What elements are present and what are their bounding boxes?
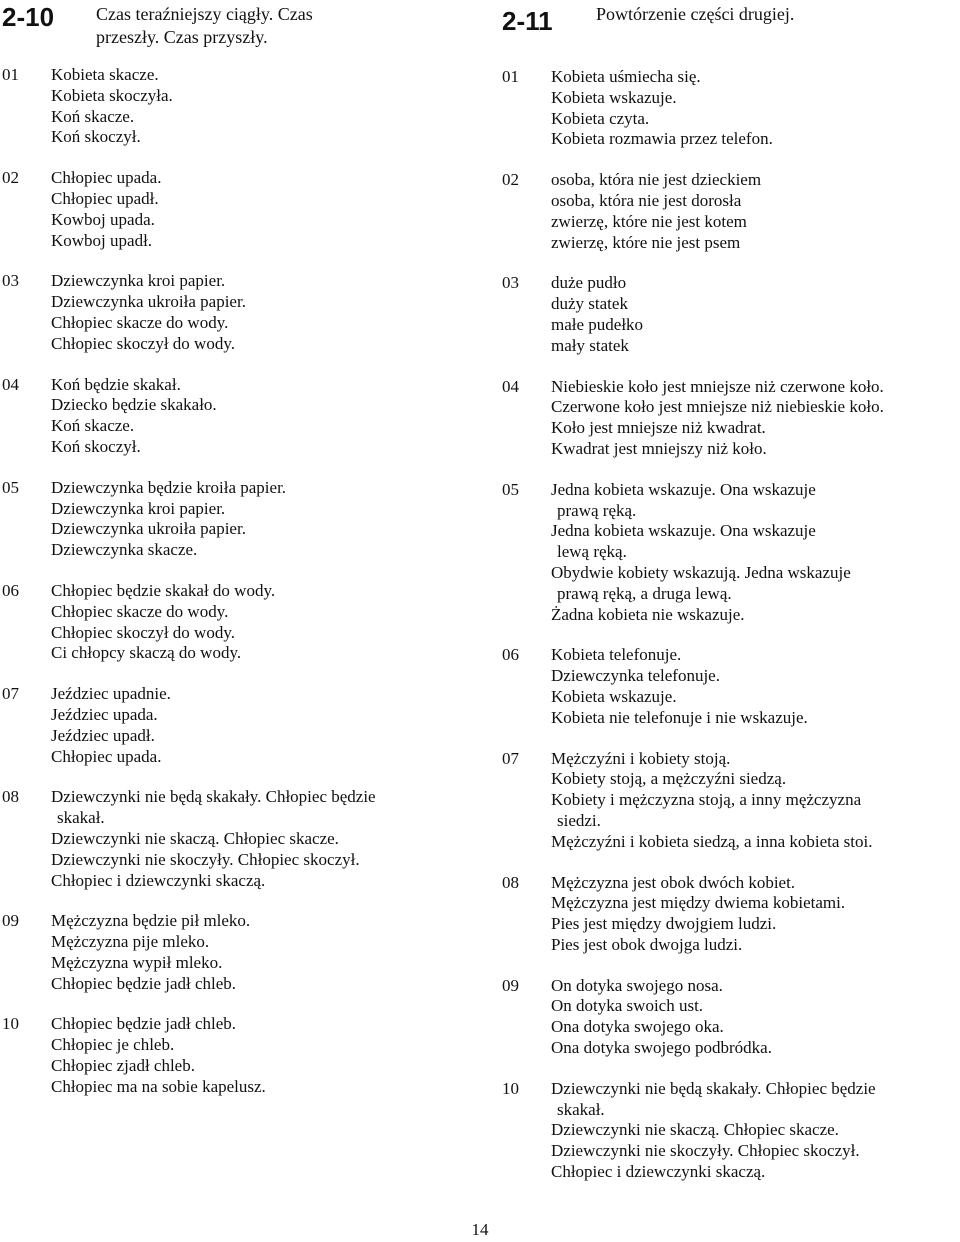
sentence-line: mały statek [551,335,629,355]
exercise-number: 10 [502,1078,519,1098]
sentence-line: Dziewczynki nie skaczą. Chłopiec skacze. [551,1120,839,1140]
exercise-number: 01 [502,67,519,86]
sentence-line: Chłopiec będzie jadł chleb. [51,1014,237,1034]
sentence-line: Jeździec upadnie. [51,684,171,704]
exercise-group [0,168,470,251]
exercise-sentences [51,911,470,994]
exercise-sentences [51,478,470,561]
sentence-line: Chłopiec skoczył do wody. [51,622,235,642]
sentence-line: Niebieskie koło jest mniejsze niż czerwone koło. [551,376,884,396]
sentence-line: Dziewczynki nie będą skakały. Chłopiec będzie [51,787,376,807]
exercise-group [500,273,960,356]
exercise-group [0,911,470,994]
sentence-line: Dziewczynka skacze. [51,540,198,560]
sentence-line: Chłopiec będzie jadł chleb. [51,973,237,993]
sentence-line: Koń skoczył. [51,127,141,147]
sentence-line: Kobieta czyta. [551,108,650,128]
exercise-sentences [551,749,960,853]
exercise-sentences [51,65,470,148]
sentence-line: osoba, która nie jest dzieckiem [551,170,762,190]
exercise-number: 08 [502,872,519,892]
sentence-line: On dotyka swojego nosa. [551,975,723,995]
exercise-number: 06 [2,580,19,600]
sentence-line: duże pudło [551,273,627,293]
lesson-title [596,3,956,26]
sentence-line: Żadna kobieta nie wskazuje. [551,604,745,624]
exercise-sentences [551,645,960,728]
exercise-number: 09 [502,975,519,995]
exercise-number: 01 [2,65,19,84]
exercise-sentences [551,170,960,253]
exercise-group [0,375,470,458]
sentence-line: Dziewczynka będzie kroiła papier. [51,477,287,497]
sentence-line: siedzi. [557,810,601,830]
exercise-number: 06 [502,645,519,665]
sentence-line: Dziewczynka telefonuje. [551,666,720,686]
sentence-line: skakał. [57,808,105,828]
exercise-list [500,67,960,1203]
sentence-line: Koń skoczył. [51,436,141,456]
exercise-sentences [551,873,960,956]
sentence-line: Chłopiec będzie skakał do wody. [51,580,276,600]
exercise-sentences [551,976,960,1059]
exercise-group [500,873,960,956]
exercise-sentences [51,787,470,891]
exercise-number: 02 [502,170,519,190]
exercise-group [500,377,960,460]
sentence-line: Chłopiec skoczył do wody. [51,333,235,353]
lesson-number: 2-11 [502,6,553,36]
sentence-line: Kobiety i mężczyzna stoją, a inny mężczyzna [551,790,862,810]
sentence-line: Chłopiec i dziewczynki skaczą. [551,1162,766,1182]
exercise-group [0,478,470,561]
sentence-line: Mężczyźni i kobiety stoją. [551,748,731,768]
sentence-line: Kowboj upadł. [51,230,153,250]
sentence-line: Chłopiec je chleb. [51,1035,175,1055]
sentence-line: Chłopiec skacze do wody. [51,312,229,332]
exercise-sentences [551,377,960,460]
sentence-line: prawą ręką, a druga lewą. [557,583,732,603]
sentence-line: Kobieta uśmiecha się. [551,67,701,86]
exercise-number: 05 [502,479,519,499]
exercise-sentences [51,168,470,251]
sentence-line: Dziewczynki nie skoczyły. Chłopiec skoczył. [551,1141,860,1161]
exercise-sentences [551,273,960,356]
sentence-line: Koń będzie skakał. [51,374,181,394]
sentence-line: Mężczyzna jest między dwiema kobietami. [551,893,846,913]
exercise-sentences [51,271,470,354]
exercise-number: 09 [2,911,19,931]
exercise-number: 08 [2,787,19,807]
exercise-list [0,65,470,1118]
sentence-line: małe pudełko [551,314,644,334]
lesson-header [0,0,470,60]
sentence-line: Dziewczynki nie skoczyły. Chłopiec skoczył. [51,849,360,869]
sentence-line: Dziewczynka kroi papier. [51,271,226,291]
lesson-2-11-column [500,0,960,1182]
lesson-number: 2-10 [2,2,55,32]
exercise-group [500,67,960,150]
exercise-number: 10 [2,1014,19,1034]
sentence-line: Ci chłopcy skaczą do wody. [51,643,242,663]
sentence-line: Dziewczynka ukroiła papier. [51,519,246,539]
sentence-line: Kobieta skacze. [51,65,159,84]
exercise-sentences [51,581,470,664]
sentence-line: Chłopiec upada. [51,168,162,188]
exercise-number: 07 [502,748,519,768]
sentence-line: Kobieta wskazuje. [551,686,677,706]
sentence-line: Jeździec upada. [51,704,158,724]
sentence-line: osoba, która nie jest dorosła [551,190,742,210]
lesson-title [96,3,456,49]
sentence-line: Kobieta telefonuje. [551,645,682,665]
exercise-group [0,787,470,891]
exercise-sentences [51,375,470,458]
sentence-line: zwierzę, które nie jest kotem [551,211,747,231]
exercise-number: 07 [2,684,19,704]
exercise-number: 04 [502,376,519,396]
sentence-line: lewą ręką. [557,542,627,562]
exercise-number: 03 [2,271,19,291]
sentence-line: Kobieta wskazuje. [551,87,677,107]
exercise-sentences [551,480,960,626]
exercise-group [0,271,470,354]
sentence-line: Dziewczynka kroi papier. [51,498,226,518]
sentence-line: Ona dotyka swojego oka. [551,1017,724,1037]
sentence-line: Koń skacze. [51,416,135,436]
exercise-group [500,749,960,853]
sentence-line: Kobieta skoczyła. [51,85,173,105]
sentence-line: Chłopiec zjadł chleb. [51,1056,195,1076]
sentence-line: Kwadrat jest mniejszy niż koło. [551,438,767,458]
exercise-group [500,480,960,626]
sentence-line: Dziewczynki nie będą skakały. Chłopiec będzie [551,1078,876,1098]
exercise-group [500,1079,960,1183]
sentence-line: Mężczyzna pije mleko. [51,932,210,952]
exercise-group [500,976,960,1059]
sentence-line: Koń skacze. [51,106,135,126]
exercise-number: 03 [502,273,519,293]
lesson-title-line: przeszły. Czas przyszły. [96,27,268,47]
sentence-line: Obydwie kobiety wskazują. Jedna wskazuje [551,562,851,582]
sentence-line: prawą ręką. [557,500,637,520]
lesson-title-line: Powtórzenie części drugiej. [596,4,795,24]
sentence-line: Mężczyzna wypił mleko. [51,952,223,972]
sentence-line: Dziewczynka ukroiła papier. [51,292,246,312]
sentence-line: Kowboj upada. [51,209,155,229]
sentence-line: Kobieta nie telefonuje i nie wskazuje. [551,707,808,727]
sentence-line: Mężczyzna będzie pił mleko. [51,911,251,931]
sentence-line: Dziecko będzie skakało. [51,395,217,415]
sentence-line: Jeździec upadł. [51,725,155,745]
sentence-line: Kobieta rozmawia przez telefon. [551,129,773,149]
sentence-line: Czerwone koło jest mniejsze niż niebieskie koło. [551,397,884,417]
exercise-number: 02 [2,168,19,188]
exercise-group [0,684,470,767]
sentence-line: Dziewczynki nie skaczą. Chłopiec skacze. [51,828,339,848]
sentence-line: Chłopiec upada. [51,746,162,766]
sentence-line: Jedna kobieta wskazuje. Ona wskazuje [551,521,816,541]
sentence-line: Pies jest między dwojgiem ludzi. [551,914,777,934]
exercise-number: 04 [2,374,19,394]
lesson-title-line: Czas teraźniejszy ciągły. Czas [96,4,313,24]
exercise-group [0,581,470,664]
sentence-line: On dotyka swoich ust. [551,996,704,1016]
sentence-line: Ona dotyka swojego podbródka. [551,1038,772,1058]
exercise-group [500,645,960,728]
sentence-line: Mężczyźni i kobieta siedzą, a inna kobieta stoi. [551,831,873,851]
sentence-line: Jedna kobieta wskazuje. Ona wskazuje [551,479,816,499]
sentence-line: Koło jest mniejsze niż kwadrat. [551,418,766,438]
exercise-group [0,1014,470,1097]
sentence-line: Chłopiec upadł. [51,188,159,208]
sentence-line: skakał. [557,1099,605,1119]
exercise-group [500,170,960,253]
sentence-line: Pies jest obok dwojga ludzi. [551,934,743,954]
sentence-line: Chłopiec ma na sobie kapelusz. [51,1076,266,1096]
sentence-line: Chłopiec skacze do wody. [51,601,229,621]
exercise-sentences [51,1014,470,1097]
sentence-line: zwierzę, które nie jest psem [551,232,741,252]
exercise-group [0,65,470,148]
page-number: 14 [471,1220,489,1239]
sentence-line: Kobiety stoją, a mężczyźni siedzą. [551,769,787,789]
sentence-line: duży statek [551,294,628,314]
exercise-sentences [51,684,470,767]
exercise-sentences [551,67,960,150]
lesson-header [500,0,960,60]
sentence-line: Mężczyzna jest obok dwóch kobiet. [551,872,796,892]
exercise-sentences [551,1079,960,1183]
sentence-line: Chłopiec i dziewczynki skaczą. [51,870,266,890]
lesson-2-10-column [0,0,470,1096]
exercise-number: 05 [2,477,19,497]
